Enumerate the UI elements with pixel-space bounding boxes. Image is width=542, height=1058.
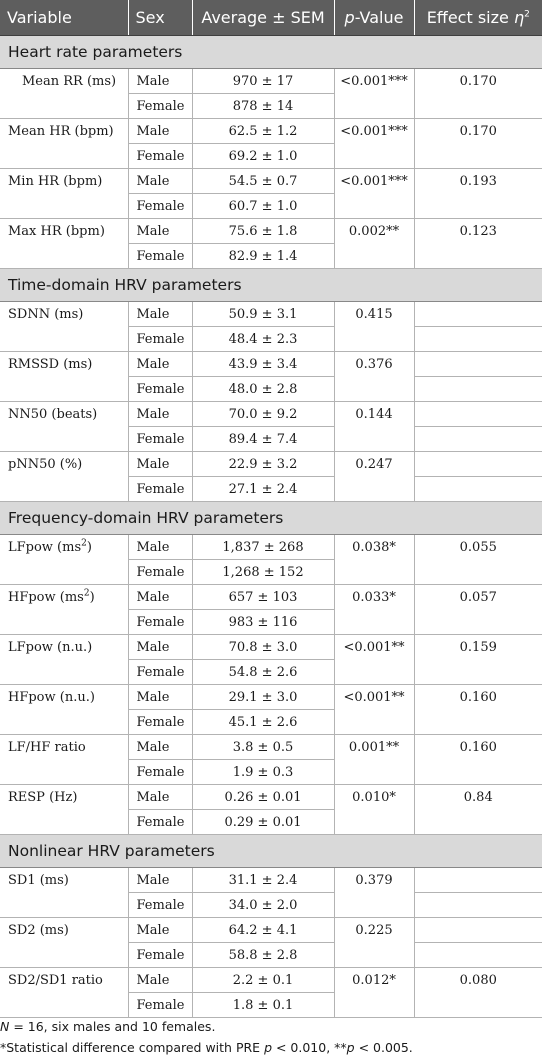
header-p-italic: p bbox=[344, 8, 355, 27]
sex-female: Female bbox=[128, 993, 192, 1018]
table-row bbox=[0, 918, 542, 943]
footnote-sig-c: < 0.005. bbox=[354, 1040, 413, 1055]
average-male: 50.9 ± 3.1 bbox=[192, 302, 334, 327]
variable-cell bbox=[0, 585, 128, 635]
sex-female: Female bbox=[128, 194, 192, 219]
variable-cell bbox=[0, 868, 128, 918]
sex-female: Female bbox=[128, 144, 192, 169]
variable-name: SD1 (ms) bbox=[8, 873, 69, 888]
table-row bbox=[0, 452, 542, 477]
average-female: 58.8 ± 2.8 bbox=[192, 943, 334, 968]
sex-female: Female bbox=[128, 710, 192, 735]
variable-name: RMSSD (ms) bbox=[8, 357, 93, 372]
variable-name: NN50 (beats) bbox=[8, 407, 98, 422]
p-value: 0.001** bbox=[334, 735, 414, 785]
section-title: Time-domain HRV parameters bbox=[0, 269, 542, 302]
effect-size-empty bbox=[414, 327, 542, 352]
table-row bbox=[0, 535, 542, 560]
effect-size-empty bbox=[414, 868, 542, 893]
effect-size-empty bbox=[414, 452, 542, 477]
sex-female: Female bbox=[128, 660, 192, 685]
average-female: 48.0 ± 2.8 bbox=[192, 377, 334, 402]
table-row bbox=[0, 585, 542, 610]
average-female: 34.0 ± 2.0 bbox=[192, 893, 334, 918]
header-variable: Variable bbox=[0, 0, 128, 36]
average-female: 54.8 ± 2.6 bbox=[192, 660, 334, 685]
p-value: <0.001*** bbox=[334, 169, 414, 219]
p-value: <0.001*** bbox=[334, 69, 414, 119]
average-female: 983 ± 116 bbox=[192, 610, 334, 635]
sex-male: Male bbox=[128, 69, 192, 94]
table-header bbox=[0, 0, 542, 36]
average-female: 1,268 ± 152 bbox=[192, 560, 334, 585]
section-title: Frequency-domain HRV parameters bbox=[0, 502, 542, 535]
variable-name: pNN50 (%) bbox=[8, 457, 83, 472]
sex-male: Male bbox=[128, 868, 192, 893]
average-male: 2.2 ± 0.1 bbox=[192, 968, 334, 993]
average-female: 45.1 ± 2.6 bbox=[192, 710, 334, 735]
table-row bbox=[0, 785, 542, 810]
sex-male: Male bbox=[128, 635, 192, 660]
sex-female: Female bbox=[128, 427, 192, 452]
variable-cell bbox=[0, 785, 128, 835]
section-row bbox=[0, 269, 542, 302]
variable-name: LF/HF ratio bbox=[8, 740, 86, 755]
table-body bbox=[0, 36, 542, 1018]
table-row bbox=[0, 402, 542, 427]
average-female: 0.29 ± 0.01 bbox=[192, 810, 334, 835]
table-row bbox=[0, 968, 542, 993]
effect-size-empty bbox=[414, 402, 542, 427]
effect-size: 0.170 bbox=[414, 119, 542, 169]
effect-size: 0.057 bbox=[414, 585, 542, 635]
p-value: 0.002** bbox=[334, 219, 414, 269]
effect-size: 0.159 bbox=[414, 635, 542, 685]
p-value: 0.376 bbox=[334, 352, 414, 402]
variable-cell bbox=[0, 452, 128, 502]
table-row bbox=[0, 685, 542, 710]
table-row bbox=[0, 735, 542, 760]
p-value: 0.247 bbox=[334, 452, 414, 502]
p-value: 0.010* bbox=[334, 785, 414, 835]
variable-name: Mean HR (bpm) bbox=[8, 124, 114, 139]
variable-name: SDNN (ms) bbox=[8, 307, 84, 322]
p-value: 0.038* bbox=[334, 535, 414, 585]
average-female: 69.2 ± 1.0 bbox=[192, 144, 334, 169]
average-male: 31.1 ± 2.4 bbox=[192, 868, 334, 893]
effect-size-empty bbox=[414, 477, 542, 502]
variable-cell bbox=[0, 302, 128, 352]
average-male: 29.1 ± 3.0 bbox=[192, 685, 334, 710]
variable-name: RESP (Hz) bbox=[8, 790, 78, 805]
effect-size-empty bbox=[414, 893, 542, 918]
variable-cell bbox=[0, 119, 128, 169]
effect-size: 0.170 bbox=[414, 69, 542, 119]
section-row bbox=[0, 36, 542, 69]
effect-size: 0.123 bbox=[414, 219, 542, 269]
sex-female: Female bbox=[128, 477, 192, 502]
average-male: 64.2 ± 4.1 bbox=[192, 918, 334, 943]
table-row bbox=[0, 219, 542, 244]
table-row bbox=[0, 169, 542, 194]
variable-cell bbox=[0, 535, 128, 585]
variable-cell bbox=[0, 635, 128, 685]
sex-male: Male bbox=[128, 585, 192, 610]
sex-female: Female bbox=[128, 943, 192, 968]
header-effect-sup: 2 bbox=[524, 9, 530, 20]
variable-cell bbox=[0, 169, 128, 219]
header-average: Average ± SEM bbox=[192, 0, 334, 36]
effect-size: 0.080 bbox=[414, 968, 542, 1018]
variable-name: Min HR (bpm) bbox=[8, 174, 103, 189]
sex-male: Male bbox=[128, 302, 192, 327]
p-value: 0.033* bbox=[334, 585, 414, 635]
sex-female: Female bbox=[128, 610, 192, 635]
sex-female: Female bbox=[128, 893, 192, 918]
effect-size: 0.193 bbox=[414, 169, 542, 219]
variable-cell bbox=[0, 918, 128, 968]
footnote-significance bbox=[0, 1037, 542, 1058]
sex-female: Female bbox=[128, 94, 192, 119]
p-value: 0.225 bbox=[334, 918, 414, 968]
effect-size-empty bbox=[414, 427, 542, 452]
variable-name-tail: ) bbox=[89, 590, 95, 605]
effect-size-empty bbox=[414, 352, 542, 377]
p-value: <0.001*** bbox=[334, 119, 414, 169]
average-female: 89.4 ± 7.4 bbox=[192, 427, 334, 452]
footnote-n-rest: = 16, six males and 10 females. bbox=[9, 1019, 216, 1034]
variable-superscript: 2 bbox=[83, 588, 90, 599]
table-row bbox=[0, 119, 542, 144]
effect-size: 0.160 bbox=[414, 735, 542, 785]
average-male: 1,837 ± 268 bbox=[192, 535, 334, 560]
section-title: Heart rate parameters bbox=[0, 36, 542, 69]
average-male: 657 ± 103 bbox=[192, 585, 334, 610]
sex-male: Male bbox=[128, 735, 192, 760]
footnote-sig-a: *Statistical difference compared with PRE bbox=[0, 1040, 265, 1055]
variable-name: LFpow (n.u.) bbox=[8, 640, 93, 655]
effect-size-empty bbox=[414, 302, 542, 327]
table-row bbox=[0, 635, 542, 660]
average-male: 70.0 ± 9.2 bbox=[192, 402, 334, 427]
average-male: 54.5 ± 0.7 bbox=[192, 169, 334, 194]
variable-name-tail: ) bbox=[86, 540, 92, 555]
table-footnotes bbox=[0, 1016, 542, 1058]
header-p-rest: -Value bbox=[354, 8, 404, 27]
footnote-p1: p bbox=[264, 1040, 272, 1055]
variable-name: HFpow (ms bbox=[8, 590, 84, 605]
p-value: 0.144 bbox=[334, 402, 414, 452]
variable-cell bbox=[0, 69, 128, 119]
effect-size: 0.84 bbox=[414, 785, 542, 835]
variable-name: HFpow (n.u.) bbox=[8, 690, 95, 705]
variable-name: Mean RR (ms) bbox=[22, 74, 117, 89]
effect-size: 0.160 bbox=[414, 685, 542, 735]
p-value: 0.415 bbox=[334, 302, 414, 352]
average-male: 22.9 ± 3.2 bbox=[192, 452, 334, 477]
variable-cell bbox=[0, 735, 128, 785]
sex-male: Male bbox=[128, 918, 192, 943]
variable-cell bbox=[0, 352, 128, 402]
table-row bbox=[0, 352, 542, 377]
header-effect-size bbox=[414, 0, 542, 36]
table-row bbox=[0, 69, 542, 94]
section-title: Nonlinear HRV parameters bbox=[0, 835, 542, 868]
sex-female: Female bbox=[128, 760, 192, 785]
p-value: 0.012* bbox=[334, 968, 414, 1018]
average-male: 75.6 ± 1.8 bbox=[192, 219, 334, 244]
sex-male: Male bbox=[128, 219, 192, 244]
sex-male: Male bbox=[128, 352, 192, 377]
header-effect-text: Effect size bbox=[426, 8, 514, 27]
sex-male: Male bbox=[128, 169, 192, 194]
section-row bbox=[0, 835, 542, 868]
sex-female: Female bbox=[128, 560, 192, 585]
average-female: 878 ± 14 bbox=[192, 94, 334, 119]
average-male: 43.9 ± 3.4 bbox=[192, 352, 334, 377]
average-female: 82.9 ± 1.4 bbox=[192, 244, 334, 269]
p-value: <0.001** bbox=[334, 685, 414, 735]
p-value: <0.001** bbox=[334, 635, 414, 685]
average-male: 0.26 ± 0.01 bbox=[192, 785, 334, 810]
effect-size-empty bbox=[414, 943, 542, 968]
table-row bbox=[0, 868, 542, 893]
sex-female: Female bbox=[128, 327, 192, 352]
variable-name: LFpow (ms bbox=[8, 540, 82, 555]
sex-male: Male bbox=[128, 685, 192, 710]
average-female: 27.1 ± 2.4 bbox=[192, 477, 334, 502]
average-male: 70.8 ± 3.0 bbox=[192, 635, 334, 660]
sex-female: Female bbox=[128, 244, 192, 269]
sex-male: Male bbox=[128, 452, 192, 477]
variable-cell bbox=[0, 402, 128, 452]
header-sex: Sex bbox=[128, 0, 192, 36]
average-female: 60.7 ± 1.0 bbox=[192, 194, 334, 219]
sex-male: Male bbox=[128, 402, 192, 427]
variable-cell bbox=[0, 219, 128, 269]
average-male: 970 ± 17 bbox=[192, 69, 334, 94]
effect-size-empty bbox=[414, 918, 542, 943]
footnote-n: N bbox=[0, 1019, 10, 1034]
effect-size: 0.055 bbox=[414, 535, 542, 585]
section-row bbox=[0, 502, 542, 535]
average-male: 62.5 ± 1.2 bbox=[192, 119, 334, 144]
sex-male: Male bbox=[128, 119, 192, 144]
average-female: 1.8 ± 0.1 bbox=[192, 993, 334, 1018]
sex-male: Male bbox=[128, 785, 192, 810]
variable-name: SD2/SD1 ratio bbox=[8, 973, 103, 988]
header-p-value bbox=[334, 0, 414, 36]
sex-male: Male bbox=[128, 968, 192, 993]
variable-name: SD2 (ms) bbox=[8, 923, 69, 938]
sex-female: Female bbox=[128, 377, 192, 402]
footnote-p2: p bbox=[346, 1040, 355, 1055]
sex-female: Female bbox=[128, 810, 192, 835]
effect-size-empty bbox=[414, 377, 542, 402]
p-value: 0.379 bbox=[334, 868, 414, 918]
variable-superscript: 2 bbox=[81, 538, 87, 549]
variable-cell bbox=[0, 685, 128, 735]
footnote-sig-b: < 0.010, ** bbox=[272, 1040, 347, 1055]
variable-cell bbox=[0, 968, 128, 1018]
average-female: 1.9 ± 0.3 bbox=[192, 760, 334, 785]
variable-name: Max HR (bpm) bbox=[8, 224, 105, 239]
average-male: 3.8 ± 0.5 bbox=[192, 735, 334, 760]
sex-male: Male bbox=[128, 535, 192, 560]
average-female: 48.4 ± 2.3 bbox=[192, 327, 334, 352]
header-effect-eta: η bbox=[513, 8, 525, 27]
table-row bbox=[0, 302, 542, 327]
footnote-sample bbox=[0, 1016, 542, 1037]
